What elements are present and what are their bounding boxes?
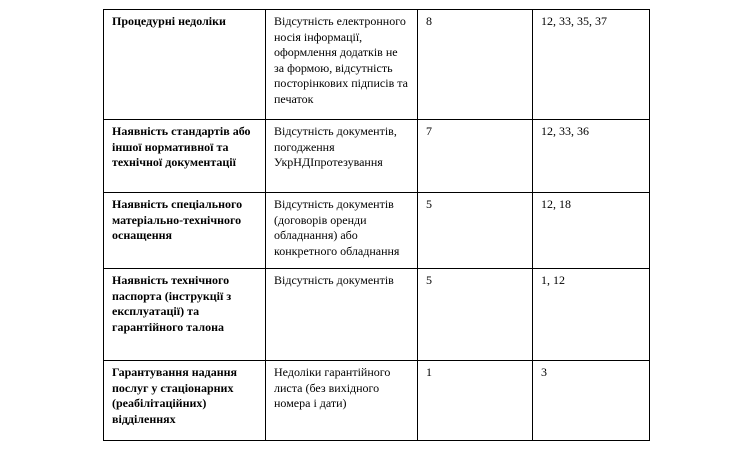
score-cell: 5 (418, 269, 533, 361)
deficiencies-table (103, 9, 650, 441)
score-cell: 8 (418, 10, 533, 120)
score-cell: 1 (418, 361, 533, 441)
criterion-cell: Наявність спеціального матеріально-технічного оснащення (104, 193, 266, 269)
description-cell: Відсутність документів, погодження УкрНДІпротезування (266, 120, 418, 193)
description-cell: Відсутність електронного носія інформації, оформлення додатків не за формою, відсутність посторінкових підписів та печаток (266, 10, 418, 120)
table-row (104, 193, 650, 269)
references-cell: 12, 33, 35, 37 (533, 10, 650, 120)
criterion-cell: Наявність стандартів або іншої нормативної та технічної документації (104, 120, 266, 193)
description-cell: Недоліки гарантійного листа (без вихідного номера і дати) (266, 361, 418, 441)
references-cell: 12, 33, 36 (533, 120, 650, 193)
criterion-cell: Наявність технічного паспорта (інструкції з експлуатації) та гарантійного талона (104, 269, 266, 361)
table-row (104, 361, 650, 441)
table-row (104, 10, 650, 120)
references-cell: 1, 12 (533, 269, 650, 361)
table-row (104, 269, 650, 361)
score-cell: 5 (418, 193, 533, 269)
description-cell: Відсутність документів (договорів оренди обладнання) або конкретного обладнання (266, 193, 418, 269)
score-cell: 7 (418, 120, 533, 193)
criterion-cell: Процедурні недоліки (104, 10, 266, 120)
references-cell: 12, 18 (533, 193, 650, 269)
description-cell: Відсутність документів (266, 269, 418, 361)
table-row (104, 120, 650, 193)
criterion-cell: Гарантування надання послуг у стаціонарних (реабілітаційних) відділеннях (104, 361, 266, 441)
references-cell: 3 (533, 361, 650, 441)
